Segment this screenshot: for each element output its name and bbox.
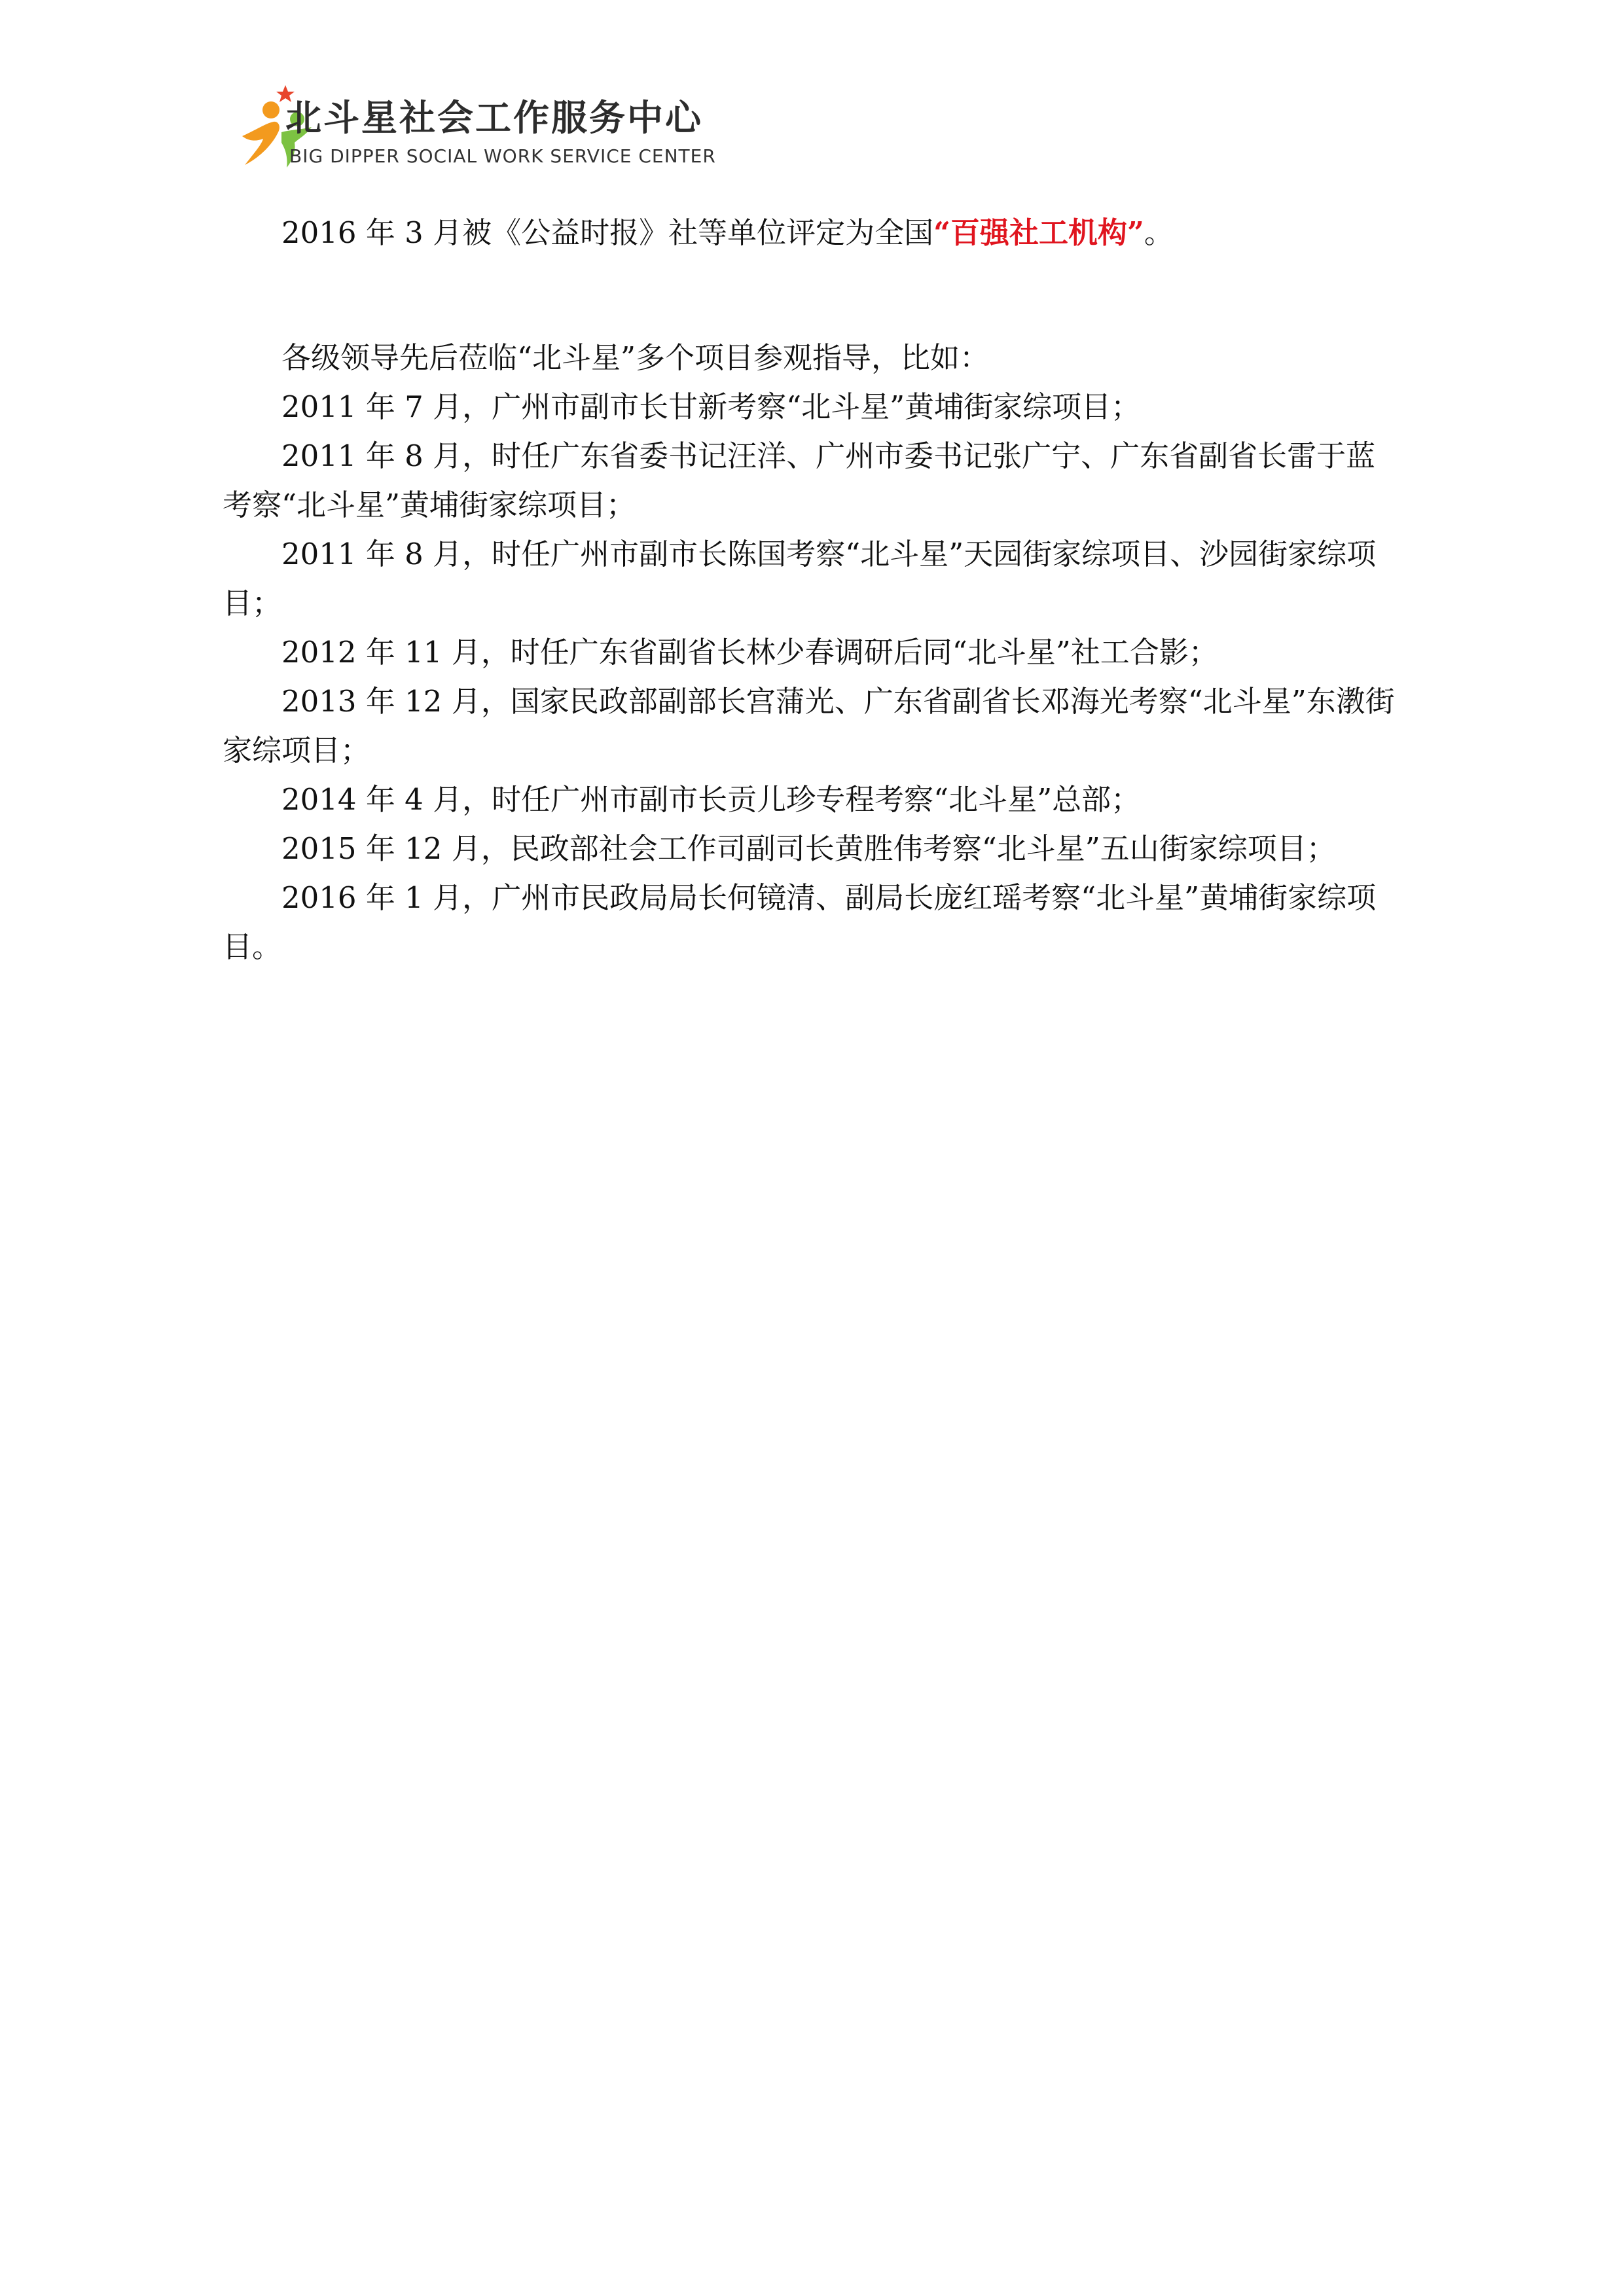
org-name-chinese: 北斗星社会工作服务中心 bbox=[285, 97, 704, 139]
award-end: 。 bbox=[1144, 215, 1174, 250]
award-text: 2016 年 3 月被《公益时报》社等单位评定为全国 bbox=[281, 215, 934, 250]
visit-item: 2012 年 11 月，时任广东省副省长林少春调研后同“北斗星”社工合影； bbox=[281, 635, 1218, 670]
visits-intro: 各级领导先后莅临“北斗星”多个项目参观指导，比如： bbox=[281, 340, 990, 375]
org-name-english: BIG DIPPER SOCIAL WORK SERVICE CENTER bbox=[289, 145, 716, 167]
visit-item: 2015 年 12 月，民政部社会工作司副司长黄胜伟考察“北斗星”五山街家综项目； bbox=[281, 831, 1336, 866]
award-paragraph bbox=[223, 208, 1401, 257]
visit-item: 2011 年 8 月，时任广东省委书记汪洋、广州市委书记张广宁、广东省副省长雷于蓝考察“北斗星”黄埔街家综项目； bbox=[223, 439, 1376, 522]
document-body bbox=[223, 208, 1401, 971]
visit-item: 2014 年 4 月，时任广州市副市长贡儿珍专程考察“北斗星”总部； bbox=[281, 782, 1141, 817]
letterhead bbox=[230, 84, 820, 175]
visit-item: 2016 年 1 月，广州市民政局局长何镜清、副局长庞红瑶考察“北斗星”黄埔街家综项目。 bbox=[223, 880, 1377, 964]
visit-item: 2011 年 8 月，时任广州市副市长陈国考察“北斗星”天园街家综项目、沙园街家综项目； bbox=[223, 537, 1377, 620]
visit-item: 2013 年 12 月，国家民政部副部长宫蒲光、广东省副省长邓海光考察“北斗星”东漖街家综项目； bbox=[223, 684, 1395, 768]
visit-item: 2011 年 7 月，广州市副市长甘新考察“北斗星”黄埔街家综项目； bbox=[281, 389, 1141, 424]
award-highlight: “百强社工机构” bbox=[933, 215, 1144, 250]
